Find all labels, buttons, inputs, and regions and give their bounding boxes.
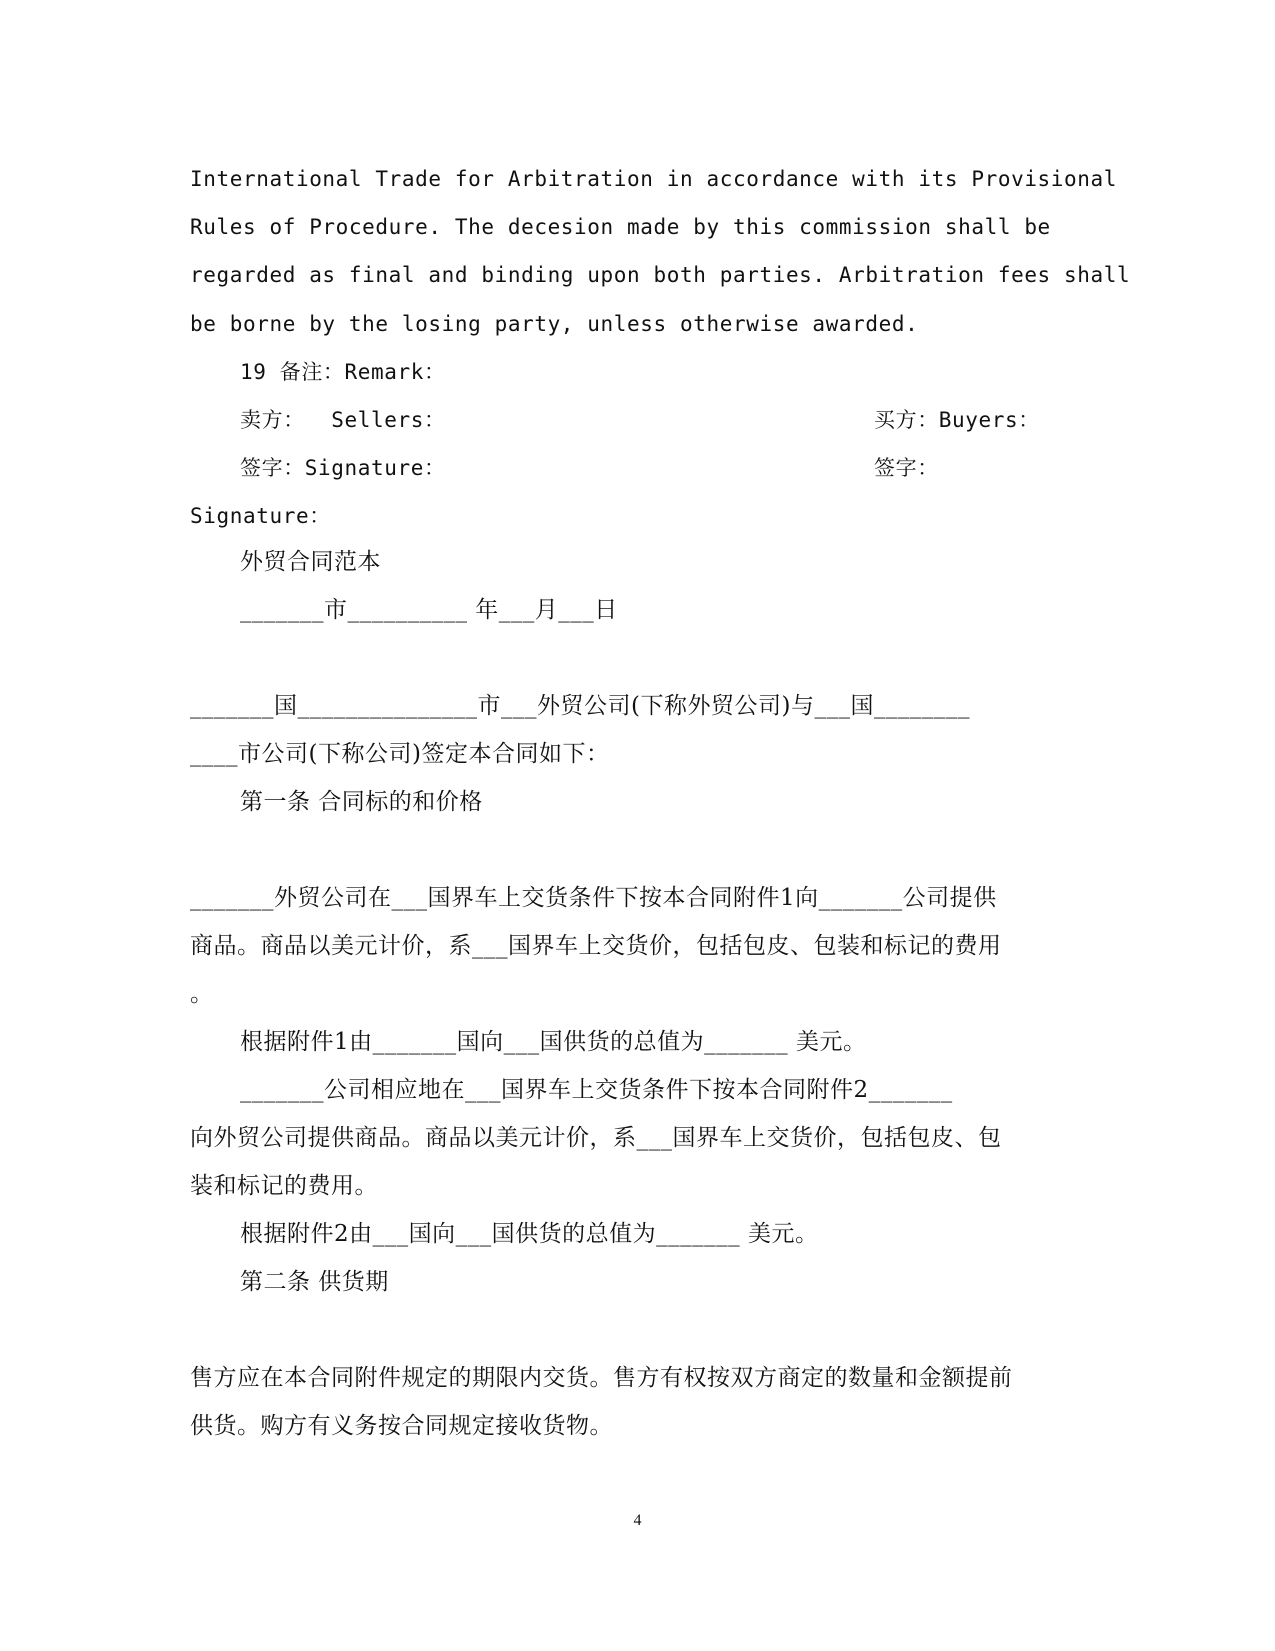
text-line: 根据附件2由___国向___国供货的总值为_______ 美元。 — [240, 1221, 819, 1247]
text-line: International Trade for Arbitration in accordance with its Provisional — [190, 167, 1118, 191]
buyers-label: 买方：Buyers： — [874, 408, 1040, 432]
document-title: 外贸合同范本 — [240, 549, 381, 575]
date-line: _______市__________ 年___月___日 — [240, 597, 618, 623]
text-line: _______外贸公司在___国界车上交货条件下按本合同附件1向_______公司提供 — [190, 885, 997, 911]
text-line: _______国_______________市___外贸公司(下称外贸公司)与___国________ — [190, 693, 970, 719]
text-line: 根据附件1由_______国向___国供货的总值为_______ 美元。 — [240, 1029, 867, 1055]
remark-line: 19 备注：Remark： — [240, 360, 446, 384]
text-line: Rules of Procedure. The decesion made by this commission shall be — [190, 215, 1051, 239]
text-line: _______公司相应地在___国界车上交货条件下按本合同附件2_______ — [240, 1077, 953, 1103]
article-heading: 第二条 供货期 — [240, 1269, 389, 1295]
sellers-label: 卖方： Sellers： — [240, 408, 446, 432]
text-line: regarded as final and binding upon both parties. Arbitration fees shall — [190, 263, 1131, 287]
text-line: 。 — [190, 981, 214, 1007]
text-line: be borne by the losing party, unless otherwise awarded. — [190, 312, 919, 336]
seller-signature-label: 签字：Signature： — [240, 456, 446, 480]
text-line: 售方应在本合同附件规定的期限内交货。售方有权按双方商定的数量和金额提前 — [190, 1365, 1013, 1391]
text-line: ____市公司(下称公司)签定本合同如下： — [190, 741, 610, 767]
article-heading: 第一条 合同标的和价格 — [240, 789, 483, 815]
page-number: 4 — [633, 1512, 642, 1529]
buyer-signature-label: 签字： — [874, 456, 939, 480]
text-line: Signature： — [190, 504, 331, 528]
text-line: 供货。购方有义务按合同规定接收货物。 — [190, 1413, 613, 1439]
text-line: 装和标记的费用。 — [190, 1173, 378, 1199]
text-line: 商品。商品以美元计价，系___国界车上交货价，包括包皮、包装和标记的费用 — [190, 933, 1002, 959]
text-line: 向外贸公司提供商品。商品以美元计价，系___国界车上交货价，包括包皮、包 — [190, 1125, 1002, 1151]
